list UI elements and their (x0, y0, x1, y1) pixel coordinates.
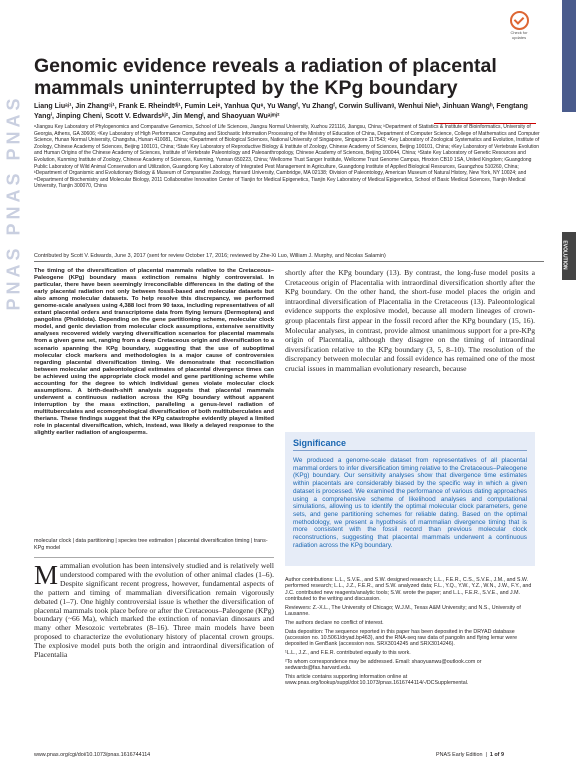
note: Reviewers: Z.-X.L., The University of Chicago; W.J.M., Texas A&M University; and N.S., University of Lausanne. (285, 604, 521, 617)
note: ¹L.L., J.Z., and F.E.R. contributed equally to this work. (285, 649, 411, 656)
affiliations: ᵃJiangsu Key Laboratory of Phylogenomics and Comparative Genomics, School of Life Sciences, Jiangsu Normal University, Xuzhou 221116, Jiangsu, China; ᵇDepartment of Statistics & Institute of Bioinformatics, University of Georgia, Athens, GA 30606; ᶜKey Laboratory of High Performance Computing and Stochastic Information Processing of the Ministry of Education of China, Department of Computer Science, College of Mathematics and Computer Science, Hunan Normal University, Changsha, Hunan 410081, China; ᵈDepartment of Biological Sciences, National University of Singapore, Singapore 117543; ᵉKey Laboratory of Zoological Systematics and Evolution, Institute of Zoology, Chinese Academy of Sciences, Beijing 100101, China; ᶠState Key Laboratory of Reproductive Biology & Institute of Zoology, Chinese Academy of Sciences, Beijing 100101, China; ᵍKey Laboratory of Vertebrate Evolution and Human Origins of the Chinese Academy of Sciences, Institute of Vertebrate Paleontology and Paleoanthropology, Chinese Academy of Sciences, Beijing 100044, China; ʰState Key Laboratory of Genetic Resources and Evolution, Kunming Institute of Zoology, Chinese Academy of Sciences, Kunming, Yunnan 650223, China; ⁱWellcome Trust Sanger Institute, Wellcome Trust Genome Campus, Hinxton CB10 1SA, United Kingdom; ʲGuangdong Public Laboratory of Wild Animal Conservation and Utilization, Guangdong Key Laboratory of Integrated Pest Management in Agriculture, Guangdong Institute of Applied Biological Resources, Guangzhou 510260, China; ᵏDepartment of Organismic and Evolutionary Biology & Museum of Comparative Zoology, Harvard University, Cambridge, MA 02138; ˡDivision of Paleontology, American Museum of Natural History, New York, NY 10024; and ᵐDepartment of Biochemistry and Molecular Biology, 2011 Collaborative Innovation Center of Tianjin for Medical Epigenetics, Tianjin Key Laboratory of Medical Epigenetics, School of Basic Medical Sciences, Tianjin Medical University, Tianjin 300070, China (34, 124, 540, 190)
note[interactable]: This article contains supporting information online at www.pnas.org/lookup/suppl/doi:10.1073/pnas.1616744114/-/DCSupplemental. (285, 673, 469, 687)
divider (34, 261, 544, 262)
doi-link[interactable]: www.pnas.org/cgi/doi/10.1073/pnas.1616744114 (34, 752, 151, 758)
pnas-plus-tab: PNAS PLUS (562, 0, 576, 112)
body-text-continued: shortly after the KPg boundary (13). By contrast, the long-fuse model posits a Cretaceous origin of Placentalia with intraordinal diversification shortly after the KPg boundary. On the other hand, the short-fuse model places the origin and intraordinal diversification of Placentalia in the Cretaceous (13). Paleontological evidence supports the explosive model, because all modern lineages of crown-group placentals first appear in the fossil record after the KPg boundary (15, 16). Molecular analyses, in contrast, provide almost unanimous support for a pre-KPg origin of Placentalia, although they disagree on the timing of intraordinal diversification relative to the KPg boundary (3, 5, 8–10). The resolution of the discrepancy between molecular and fossil evidence has remained one of the most crucial issues in mammalian evolutionary research, because (285, 268, 535, 373)
significance-box (285, 432, 535, 566)
note[interactable]: ²To whom correspondence may be addressed. Email: shaoyuanwu@outlook.com or sedwards@fas.harvard.edu. (285, 658, 482, 672)
page-info: PNAS Early Edition | 1 of 9 (436, 752, 504, 758)
abstract: The timing of the diversification of placental mammals relative to the Cretaceous–Paleogene (KPg) boundary mass extinction remains highly controversial. In particular, there have been seemingly irreconcilable differences in the dating of the early placental radiation not only between fossil-based and molecular datasets but also among molecular datasets. To help resolve this discrepancy, we performed genome-scale analyses using 4,388 loci from 90 taxa, including representatives of all extant placental orders and transcriptome data from flying lemurs (Dermoptera) and pangolins (Pholidota). Depending on the gene partitioning scheme, molecular clock model, and genic deviation from molecular clock assumptions, extensive sensitivity analyses recovered widely varying diversification scenarios for placental mammals from a given gene set, ranging from a deep Cretaceous origin and diversification to a scenario spanning the KPg boundary, suggesting that the use of suboptimal molecular clock markers and methodologies is a major cause of controversies regarding placental diversification timing. We demonstrate that reconciliation between molecular and paleontological estimates of placental divergence times can be achieved using the appropriate clock model and gene partitioning scheme while accounting for the degree to which individual genes violate molecular clock assumptions. A birth-death-shift analysis suggests that placental mammals underwent a continuous radiation across the KPg boundary without apparent interruption by the mass extinction, paralleling a genus-level radiation of multituberculates and ecomorphological diversification of both multituberculates and therians. These findings suggest that the KPg catastrophe evidently played a limited role in placental diversification, which, instead, was likely a delayed response to the slightly earlier radiation of angiosperms. (34, 268, 274, 437)
significance-text: We produced a genome-scale dataset from representatives of all placental mammal orders to infer diversification timing relative to the Cretaceous–Paleogene (KPg) boundary. Our sensitivity analyses show that divergence time estimates within placentals are considerably biased by the specific way in which a given dataset is processed. We examined the performance of various dating approaches using a comprehensive scheme of likelihood analyses and computational simulations, allowing us to identify the optimal molecular clock parameters, gene sets, and gene partitioning schemes for reliable dating. Based on the optimal methodology, we present a hypothesis of mammalian divergence timing that is more consistent with the fossil record than previous molecular clock reconstructions, suggesting that placental mammals underwent a continuous radiation across the KPg boundary. (293, 457, 527, 549)
note: The authors declare no conflict of interest. (285, 619, 384, 626)
section-tab-evolution: EVOLUTION (562, 232, 576, 280)
keywords: molecular clock | data partitioning | species tree estimation | placental diversification timing | trans-KPg model (34, 538, 268, 551)
check-icon (510, 11, 529, 30)
divider (293, 450, 527, 451)
article-title: Genomic evidence reveals a radiation of placental mammals uninterrupted by the KPg boundary (34, 55, 497, 99)
note: Author contributions: L.L., S.V.E., and S.W. designed research; L.L., F.E.R., C.S., S.V.E., J.M., and S.W. performed research; L.L., J.Z., F.E.R., and S.W. analyzed data; F.L., Y.Q., Y.W., Y.Z., W.N., J.W., F.Y., and J.C. contributed new reagents/analytic tools; S.W. wrote the paper; and L.L., F.E.R., S.V.E., and J.M. contributed to the writing and discussion. (285, 577, 532, 602)
author-list: Liang Liuᵃʲ¹, Jin Zhangᶜʲ¹, Frank E. Rheindtᵈʲ¹, Fumin Leiᵉ, Yanhua Quᵉ, Yu Wangᶠ, Yu Zhangᶠ, Corwin Sullivanᵍ, Wenhui Nieʰ, Jinhuan Wangʰ, Fengtang Yangⁱ, Jinping Chenʲ, Scott V. Edwardsᵏʲ², Jin Mengˡ, and Shaoyuan Wuᵃʲᵐʲ² (34, 103, 528, 121)
footnotes (285, 577, 535, 689)
pnas-side-logo: PNAS PNAS PNAS (3, 94, 24, 311)
intro-text: ammalian evolution has been intensively studied and is relatively well understood compared with the evolution of other animal clades (1–6). Despite significant recent progress, however, fundamental aspects of the pattern and timing of mammalian diversification remain vigorously debated (1–7). One highly controversial issue is whether the diversification of placental mammals took place before or after the Cretaceous–Paleogene (KPg) boundary (~66 Ma), which marked the extinction of nonavian dinosaurs and many other Mesozoic vertebrates (8–16). Three main models have been proposed to characterize the evolutionary history of placental crown groups. The explosive model puts both the origin and intraordinal diversification of Placentalia (34, 561, 274, 660)
check-for-updates-badge[interactable]: Check for updates (508, 11, 530, 39)
contributed-by: Contributed by Scott V. Edwards, June 3, 2017 (sent for review October 17, 2016; reviewed by Zhe-Xi Luo, William J. Murphy, and Nicolas Salamin) (34, 253, 386, 259)
drop-cap: M (34, 560, 59, 590)
divider (34, 557, 274, 558)
note[interactable]: Data deposition: The sequence reported in this paper has been deposited in the DRYAD database (accession no. 10.5061/dryad.bp463), and the RNA-seq raw data of pangolin and flying lemur were deposited in GenBank (accession nos. SRX3014245 and SRX3014246). (285, 628, 518, 648)
introduction (34, 562, 274, 660)
significance-heading: Significance (293, 438, 347, 448)
